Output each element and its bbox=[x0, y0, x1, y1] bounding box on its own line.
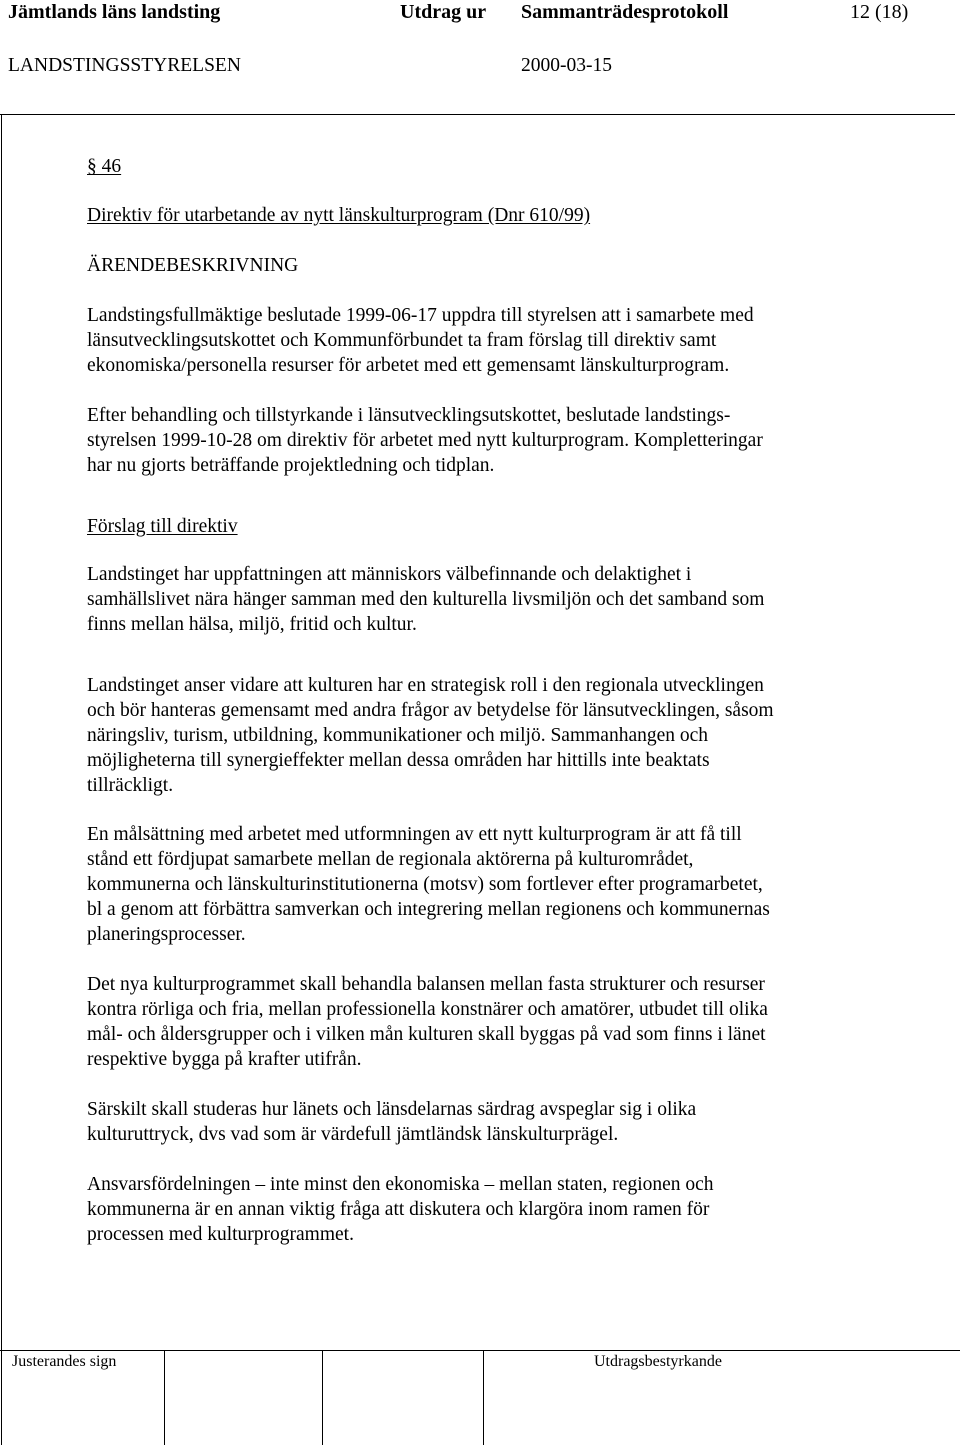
paragraph-line: ekonomiska/personella resurser för arbetet med ett gemensamt länskulturprogram. bbox=[87, 355, 730, 376]
paragraph-line: kulturuttryck, dvs vad som är värdefull jämtländsk länskulturprägel. bbox=[87, 1124, 619, 1145]
footer-column-rule bbox=[483, 1350, 484, 1445]
paragraph-line: Ansvarsfördelningen – inte minst den ekonomiska – mellan staten, regionen och bbox=[87, 1174, 714, 1195]
paragraph-line: Det nya kulturprogrammet skall behandla balansen mellan fasta strukturer och resurser bbox=[87, 974, 765, 995]
paragraph-line: Särskilt skall studeras hur länets och länsdelarnas särdrag avspeglar sig i olika bbox=[87, 1099, 697, 1120]
paragraph-line: länsutvecklingsutskottet och Kommunförbundet ta fram förslag till direktiv samt bbox=[87, 330, 717, 351]
paragraph bbox=[87, 303, 754, 378]
header-divider bbox=[0, 114, 955, 115]
paragraph bbox=[87, 1172, 714, 1247]
organization-name: Jämtlands läns landsting bbox=[8, 1, 221, 23]
paragraph-line: planeringsprocesser. bbox=[87, 924, 246, 945]
paragraph-line: stånd ett fördjupat samarbete mellan de regionala aktörerna på kulturområdet, bbox=[87, 849, 694, 870]
paragraph-line: Landstingsfullmäktige beslutade 1999-06-17 uppdra till styrelsen att i samarbete med bbox=[87, 305, 754, 326]
paragraph-line: bl a genom att förbättra samverkan och integrering mellan regionens och kommunernas bbox=[87, 899, 770, 920]
document-type: Sammanträdesprotokoll bbox=[521, 1, 729, 23]
paragraph-line: kontra rörliga och fria, mellan professionella konstnärer och amatörer, utbudet till olika bbox=[87, 999, 768, 1020]
paragraph-line: tillräckligt. bbox=[87, 775, 174, 796]
paragraph bbox=[87, 822, 770, 947]
proposal-subheading: Förslag till direktiv bbox=[87, 516, 238, 537]
paragraph-line: näringsliv, turism, utbildning, kommunikationer och miljö. Sammanhangen och bbox=[87, 725, 709, 746]
signature-label: Justerandes sign bbox=[12, 1353, 117, 1370]
paragraph-line: processen med kulturprogrammet. bbox=[87, 1224, 354, 1245]
footer-column-rule bbox=[164, 1350, 165, 1445]
section-title: Direktiv för utarbetande av nytt länskulturprogram (Dnr 610/99) bbox=[87, 205, 591, 226]
paragraph-line: mål- och åldersgrupper och i vilken mån kulturen skall byggas på vad som finns i länet bbox=[87, 1024, 766, 1045]
board-name: LANDSTINGSSTYRELSEN bbox=[8, 55, 241, 76]
certification-label: Utdragsbestyrkande bbox=[594, 1353, 722, 1370]
left-margin-rule bbox=[1, 114, 2, 1445]
meeting-date: 2000-03-15 bbox=[521, 55, 612, 76]
paragraph-line: finns mellan hälsa, miljö, fritid och kultur. bbox=[87, 614, 417, 635]
paragraph bbox=[87, 673, 774, 798]
paragraph-line: har nu gjorts beträffande projektledning och tidplan. bbox=[87, 455, 495, 476]
paragraph bbox=[87, 403, 763, 478]
paragraph bbox=[87, 972, 768, 1072]
paragraph-line: möjligheterna till synergieffekter mellan dessa områden har hittills inte beaktats bbox=[87, 750, 710, 771]
paragraph bbox=[87, 562, 764, 637]
footer-divider bbox=[0, 1350, 960, 1351]
paragraph-line: En målsättning med arbetet med utformningen av ett nytt kulturprogram är att få till bbox=[87, 824, 742, 845]
paragraph-line: respektive bygga på krafter utifrån. bbox=[87, 1049, 362, 1070]
paragraph-line: Efter behandling och tillstyrkande i länsutvecklingsutskottet, beslutade landstings- bbox=[87, 405, 731, 426]
case-description-heading: ÄRENDEBESKRIVNING bbox=[87, 255, 299, 276]
paragraph-line: kommunerna är en annan viktig fråga att diskutera och klargöra inom ramen för bbox=[87, 1199, 710, 1220]
page-number: 12 (18) bbox=[850, 1, 909, 23]
paragraph-line: samhällslivet nära hänger samman med den kulturella livsmiljön och det samband som bbox=[87, 589, 765, 610]
paragraph-line: Landstinget anser vidare att kulturen har en strategisk roll i den regionala utvecklingen bbox=[87, 675, 764, 696]
paragraph bbox=[87, 1097, 696, 1147]
paragraph-line: styrelsen 1999-10-28 om direktiv för arbetet med nytt kulturprogram. Kompletteringar bbox=[87, 430, 763, 451]
paragraph-line: Landstinget har uppfattningen att människors välbefinnande och delaktighet i bbox=[87, 564, 692, 585]
section-number: § 46 bbox=[87, 156, 122, 177]
document-prefix: Utdrag ur bbox=[400, 1, 487, 23]
footer-column-rule bbox=[322, 1350, 323, 1445]
paragraph-line: och bör hanteras gemensamt med andra frågor av betydelse för länsutvecklingen, såsom bbox=[87, 700, 774, 721]
paragraph-line: kommunerna och länskulturinstitutionerna (motsv) som fortlever efter programarbetet, bbox=[87, 874, 763, 895]
